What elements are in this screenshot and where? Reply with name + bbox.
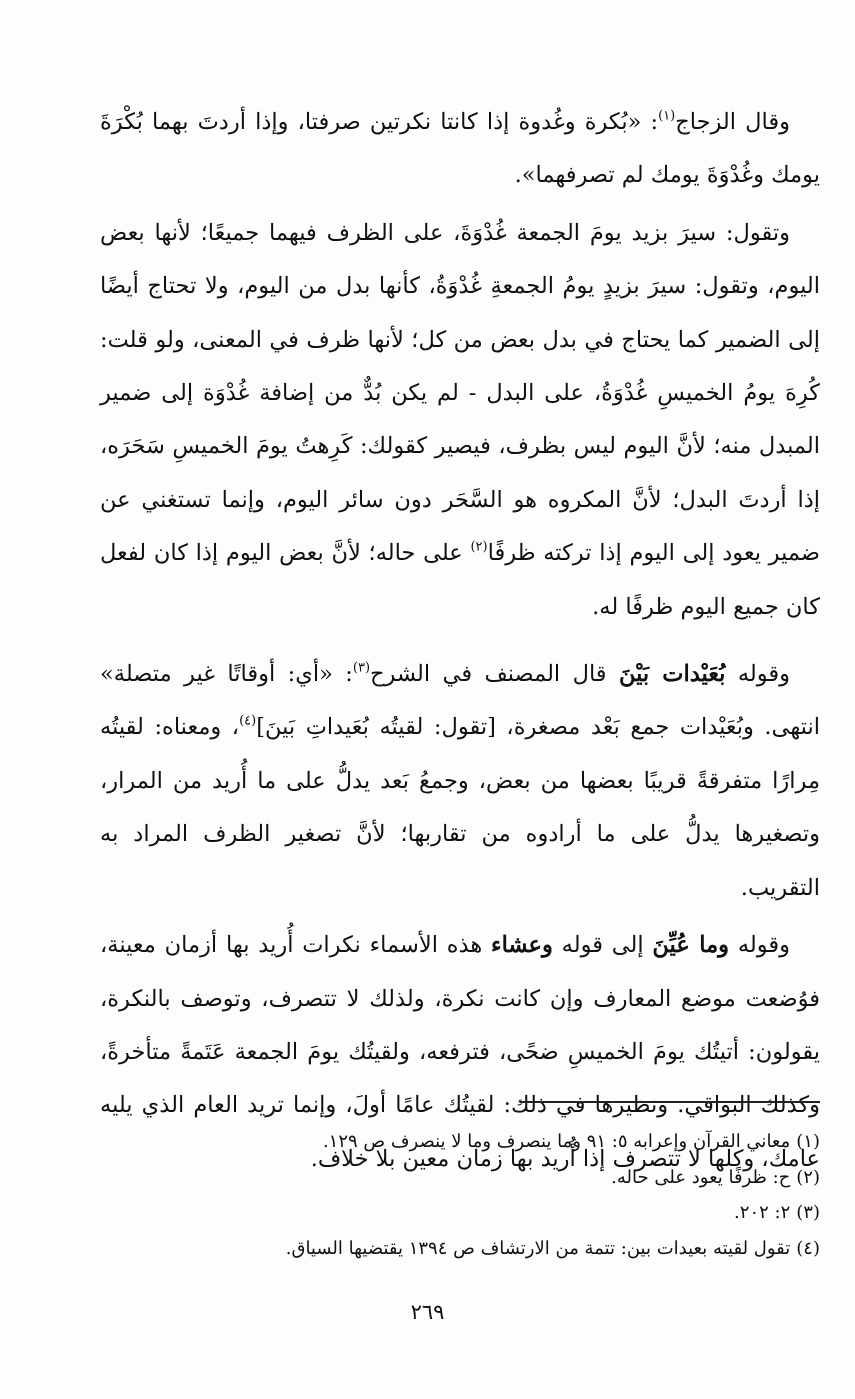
footnote-2 bbox=[100, 1160, 820, 1196]
paragraph-text: على حاله؛ لأنَّ بعض اليوم إذا كان لفعل كان جميع اليوم ظرفًا له. bbox=[100, 540, 820, 620]
footnote-4 bbox=[100, 1231, 820, 1267]
paragraph-text: : «بُكرة وغُدوة إذا كانتا نكرتين صرفتا، وإذا أردتَ بهما بُكْرَةَ يومك وغُدْوَةَ يومك لم تصرفهما». bbox=[100, 109, 820, 189]
footnote-ref-1[interactable]: (١) bbox=[658, 108, 676, 124]
bold-term: وعشاء bbox=[491, 932, 553, 959]
footnote-ref-4[interactable]: (٤) bbox=[239, 713, 257, 729]
page-number: ٢٦٩ bbox=[410, 1300, 445, 1324]
footnote-text: تقول لقيته بعيدات بين: تتمة من الارتشاف ص ١٣٩٤ يقتضيها السياق. bbox=[285, 1237, 791, 1259]
paragraph-buayidat bbox=[100, 648, 820, 915]
footnotes bbox=[100, 1124, 820, 1266]
footnote-text: معاني القرآن وإعرابه ٥: ٩١ وما ينصرف وما لا ينصرف ص ١٢٩. bbox=[322, 1131, 791, 1152]
paragraph-text: ، ومعناه: لقيتُه مِرارًا متفرقةً قريبًا بعضها من بعض، وجمعُ بَعد يدلُّ على ما أُريد من المرار، وتصغيرها يدلُّ على ما أرادوه من تقاربها؛ لأنَّ تصغير الظرف المراد به التقريب. bbox=[100, 714, 820, 901]
paragraph-gap bbox=[100, 634, 820, 648]
footnote-text: ٢: ٢٠٢. bbox=[734, 1202, 791, 1224]
paragraph-text: وقال الزجاج bbox=[675, 109, 790, 135]
bold-term: بُعَيْدات بَيْنَ bbox=[618, 661, 726, 688]
footnote-number: (٤) bbox=[796, 1237, 820, 1259]
footnote-1 bbox=[100, 1124, 820, 1160]
footnote-ref-2[interactable]: (٢) bbox=[470, 539, 488, 555]
paragraph-text: قال المصنف في الشرح bbox=[370, 661, 619, 688]
paragraph-zajjaj bbox=[100, 96, 820, 203]
footnote-divider bbox=[520, 1101, 820, 1103]
footnote-number: (٢) bbox=[796, 1166, 820, 1188]
main-text bbox=[100, 96, 820, 1186]
paragraph-text: وقوله bbox=[725, 661, 790, 688]
paragraph-text: إلى قوله bbox=[552, 932, 653, 959]
paragraph-text: وقوله bbox=[729, 932, 790, 959]
footnote-ref-3[interactable]: (٣) bbox=[352, 660, 371, 676]
bold-term: وما عُيِّنَ bbox=[652, 932, 730, 959]
paragraph-text: هذه الأسماء نكرات أُريد بها أزمان معينة، فوُضعت موضع المعارف وإن كانت نكرة، ولذلك لا تتصرف، وتوصف بالنكرة، يقولون: أتيتُك يومَ الخميسِ ضحًى، فترفعه، ولقيتُك يومَ الجمعة عَتَمةً متأخرةً، وكذلك البواقي. ونظيرها في ذلك: لقيتُك عامًا أولَ، وإنما تريد العام الذي يليه عامك، وكلها لا تتصرف إذا أُريد بها زمان معين بلا خلاف. bbox=[100, 932, 820, 1172]
paragraph-ghudwa bbox=[100, 207, 820, 634]
footnote-number: (٣) bbox=[796, 1202, 820, 1224]
paragraph-text: وتقول: سيرَ بزيد يومَ الجمعة غُدْوَةَ، على الظرف فيهما جميعًا؛ لأنها بعض اليوم، وتقول: سيرَ بزيدٍ يومُ الجمعةِ غُدْوَةُ، كأنها بدل من اليوم، ولا تحتاج أيضًا إلى الضمير كما يحتاج في بدل بعض من كل؛ لأنها ظرف في المعنى، ولو قلت: كُرِهَ يومُ الخميسِ غُدْوَةُ، على البدل - لم يكن بُدٌّ من إضافة غُدْوَة إلى ضمير المبدل منه؛ لأنَّ اليوم ليس بظرف، فيصير كقولك: كَرِهتُ يومَ الخميسِ سَحَرَه، إذا أردتَ البدل؛ لأنَّ المكروه هو السَّحَر دون سائر اليوم، وإنما تستغني عن ضمير يعود إلى اليوم إذا تركته ظرفًا bbox=[100, 219, 820, 567]
footnote-text: ح: ظرفًا يعود على حاله. bbox=[611, 1166, 791, 1188]
footnote-number: (١) bbox=[796, 1131, 820, 1152]
paragraph-text: : «أي: أوقاتًا غير متصلة» انتهى. وبُعَيْدات جمع بَعْد مصغرة، [تقول: لقيتُه بُعَيداتِ بَينَ] bbox=[100, 661, 820, 741]
footnote-3 bbox=[100, 1195, 820, 1231]
